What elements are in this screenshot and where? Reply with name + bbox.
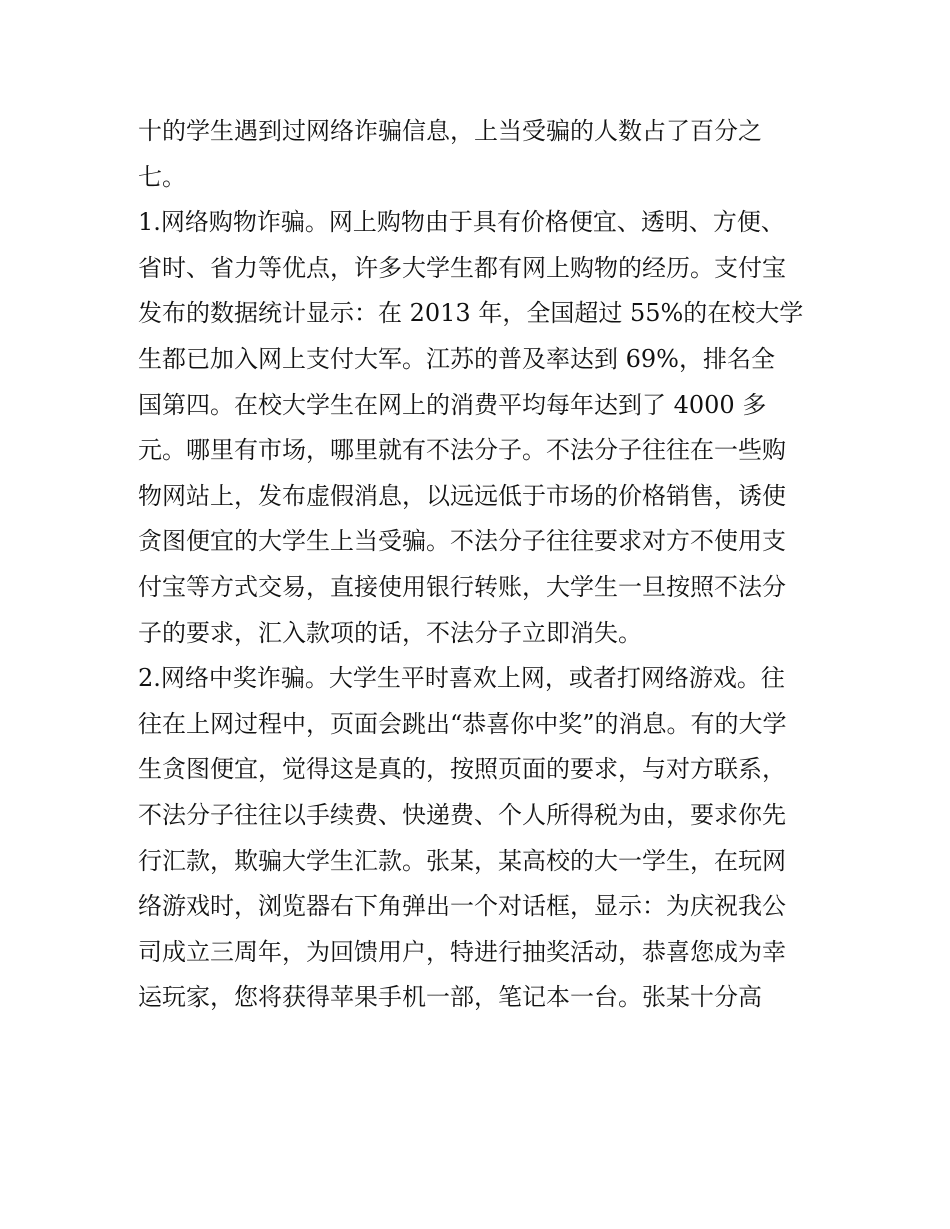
text-line: 生贪图便宜，觉得这是真的，按照页面的要求，与对方联系， (138, 755, 786, 784)
text-line: 2.网络中奖诈骗。大学生平时喜欢上网，或者打网络游戏。往 (138, 664, 785, 693)
text-line: 省时、省力等优点，许多大学生都有网上购物的经历。支付宝 (138, 253, 786, 282)
body-text (138, 109, 828, 1021)
text-line: 运玩家，您将获得苹果手机一部，笔记本一台。张某十分高 (138, 983, 762, 1012)
text-line: 七。 (138, 162, 186, 191)
text-line: 国第四。在校大学生在网上的消费平均每年达到了 4000 多 (138, 390, 767, 419)
text-line: 十的学生遇到过网络诈骗信息，上当受骗的人数占了百分之 (138, 117, 762, 145)
text-line: 往在上网过程中，页面会跳出“恭喜你中奖”的消息。有的大学 (138, 709, 787, 738)
text-line: 生都已加入网上支付大军。江苏的普及率达到 69%，排名全 (138, 344, 775, 373)
text-line: 元。哪里有市场，哪里就有不法分子。不法分子往往在一些购 (138, 436, 786, 465)
text-line: 1.网络购物诈骗。网上购物由于具有价格便宜、透明、方便、 (138, 208, 785, 237)
text-line: 不法分子往往以手续费、快递费、个人所得税为由，要求你先 (138, 800, 786, 829)
text-line: 司成立三周年，为回馈用户，特进行抽奖活动，恭喜您成为幸 (138, 937, 786, 966)
text-line: 付宝等方式交易，直接使用银行转账，大学生一旦按照不法分 (138, 572, 786, 601)
text-line: 行汇款，欺骗大学生汇款。张某，某高校的大一学生，在玩网 (138, 846, 786, 875)
text-line: 络游戏时，浏览器右下角弹出一个对话框，显示：为庆祝我公 (138, 892, 786, 921)
text-line: 子的要求，汇入款项的话，不法分子立即消失。 (138, 618, 642, 647)
text-line: 贪图便宜的大学生上当受骗。不法分子往往要求对方不使用支 (138, 527, 786, 556)
text-line: 物网站上，发布虚假消息，以远远低于市场的价格销售，诱使 (138, 481, 786, 510)
text-line: 发布的数据统计显示：在 2013 年，全国超过 55%的在校大学 (138, 299, 804, 328)
